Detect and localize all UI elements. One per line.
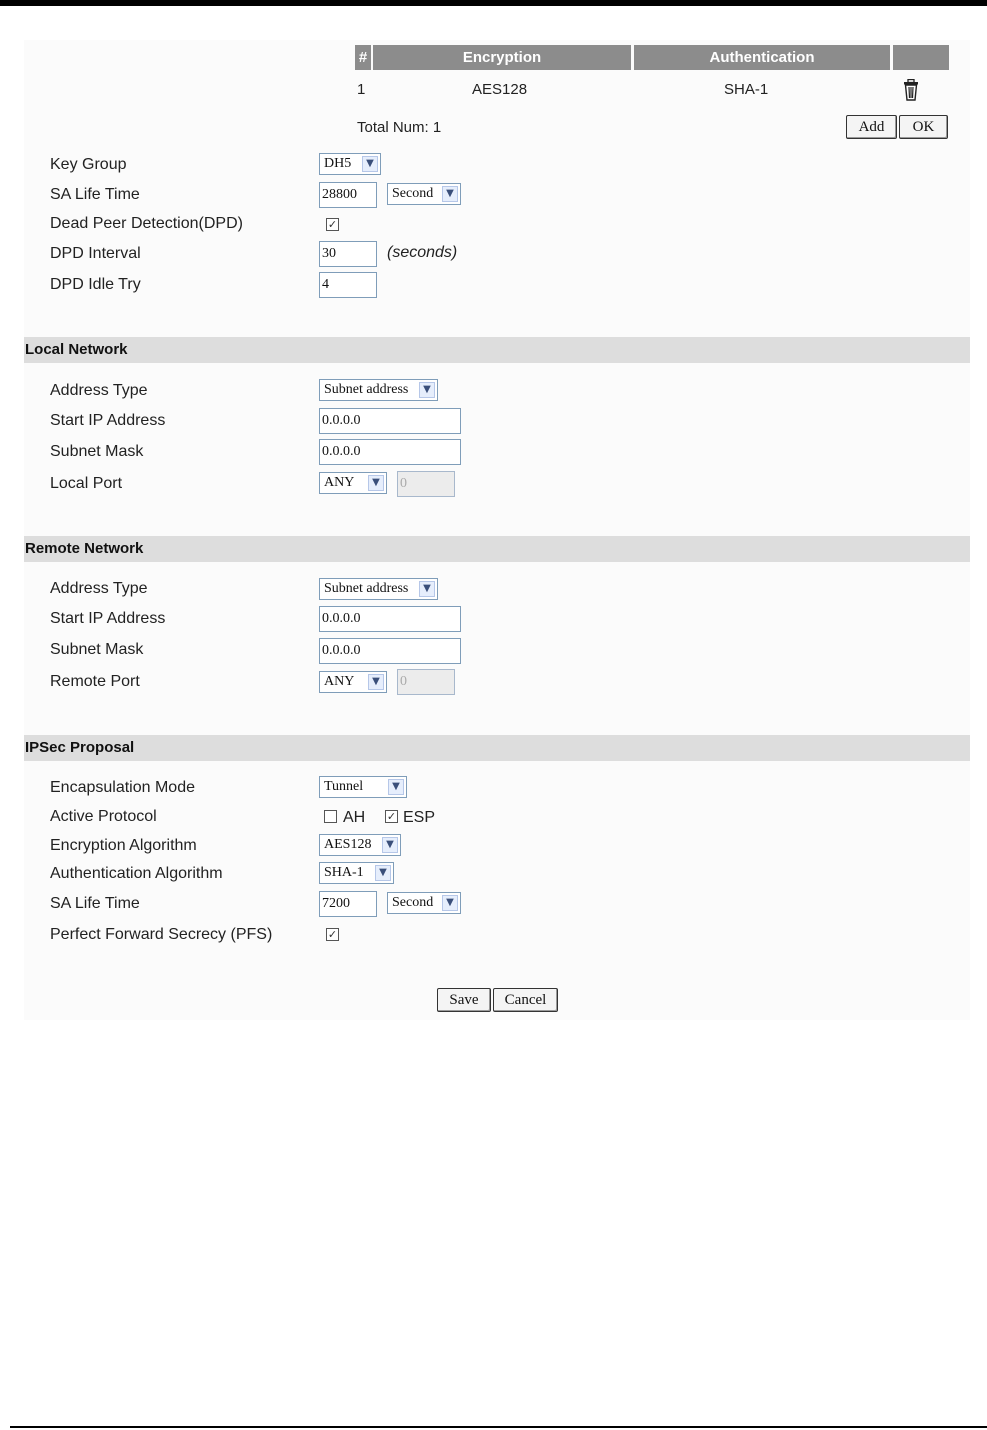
dpd-interval-unit: (seconds) xyxy=(387,244,458,261)
remote-address-type-select[interactable] xyxy=(319,578,438,600)
ipsec-sa-life-time-unit-select[interactable] xyxy=(387,892,461,914)
add-button[interactable]: Add xyxy=(846,115,897,139)
remote-subnet-mask-input[interactable]: 0.0.0.0 xyxy=(319,638,461,664)
ipsec-sa-life-time-label: SA Life Time xyxy=(50,895,140,912)
ipsec-proposal-header: IPSec Proposal xyxy=(24,735,970,761)
chevron-down-icon: ▼ xyxy=(419,581,435,597)
table-row-authentication: SHA-1 xyxy=(724,81,769,98)
ah-label: AH xyxy=(343,809,366,826)
remote-port-label: Remote Port xyxy=(50,673,140,690)
active-protocol-label: Active Protocol xyxy=(50,808,157,825)
table-header-action xyxy=(893,45,949,70)
encapsulation-mode-select[interactable] xyxy=(319,776,407,798)
local-network-header: Local Network xyxy=(24,337,970,363)
sa-life-time-input[interactable]: 28800 xyxy=(319,182,377,208)
dpd-interval-input[interactable]: 30 xyxy=(319,241,377,267)
chevron-down-icon: ▼ xyxy=(442,895,458,911)
encryption-algorithm-select[interactable] xyxy=(319,834,401,856)
ipsec-sa-life-time-input[interactable]: 7200 xyxy=(319,891,377,917)
local-subnet-mask-input[interactable]: 0.0.0.0 xyxy=(319,439,461,465)
chevron-down-icon: ▼ xyxy=(388,779,404,795)
local-address-type-label: Address Type xyxy=(50,382,148,399)
encryption-algorithm-value: AES128 xyxy=(324,837,372,852)
sa-life-time-label: SA Life Time xyxy=(50,186,140,203)
local-port-select[interactable] xyxy=(319,472,387,494)
local-address-type-value: Subnet address xyxy=(324,382,409,397)
dpd-label: Dead Peer Detection(DPD) xyxy=(50,215,243,232)
chevron-down-icon: ▼ xyxy=(362,156,378,172)
remote-port-value: ANY xyxy=(324,674,355,689)
local-address-type-select[interactable] xyxy=(319,379,438,401)
dpd-interval-label: DPD Interval xyxy=(50,245,141,262)
encapsulation-mode-label: Encapsulation Mode xyxy=(50,779,195,796)
pfs-checkbox[interactable]: ✓ xyxy=(327,928,338,941)
chevron-down-icon: ▼ xyxy=(419,382,435,398)
bottom-rule xyxy=(10,1426,987,1428)
pfs-label: Perfect Forward Secrecy (PFS) xyxy=(50,926,273,943)
dpd-idle-try-input[interactable]: 4 xyxy=(319,272,377,298)
chevron-down-icon: ▼ xyxy=(375,865,391,881)
chevron-down-icon: ▼ xyxy=(382,837,398,853)
encapsulation-mode-value: Tunnel xyxy=(324,779,364,794)
remote-start-ip-input[interactable]: 0.0.0.0 xyxy=(319,606,461,632)
esp-label: ESP xyxy=(403,809,436,826)
local-port-number-input[interactable]: 0 xyxy=(397,471,455,497)
sa-life-time-unit-select[interactable] xyxy=(387,183,461,205)
table-row-encryption: AES128 xyxy=(472,81,528,98)
key-group-value: DH5 xyxy=(324,156,352,171)
table-header-encryption: Encryption xyxy=(373,45,631,70)
local-start-ip-label: Start IP Address xyxy=(50,412,166,429)
authentication-algorithm-label: Authentication Algorithm xyxy=(50,865,223,882)
dpd-checkbox[interactable]: ✓ xyxy=(327,218,338,231)
chevron-down-icon: ▼ xyxy=(442,186,458,202)
local-port-value: ANY xyxy=(324,475,355,490)
table-header-number: # xyxy=(355,45,371,70)
remote-port-number-input[interactable]: 0 xyxy=(397,669,455,695)
key-group-select[interactable] xyxy=(319,153,381,175)
authentication-algorithm-value: SHA-1 xyxy=(324,865,364,880)
remote-start-ip-label: Start IP Address xyxy=(50,610,166,627)
table-row-number: 1 xyxy=(357,81,366,98)
local-port-label: Local Port xyxy=(50,475,123,492)
remote-port-select[interactable] xyxy=(319,671,387,693)
remote-network-header: Remote Network xyxy=(24,536,970,562)
cancel-button[interactable]: Cancel xyxy=(493,988,558,1012)
dpd-idle-try-label: DPD Idle Try xyxy=(50,276,141,293)
sa-life-time-unit-value: Second xyxy=(392,186,434,201)
ok-button[interactable]: OK xyxy=(899,115,948,139)
authentication-algorithm-select[interactable] xyxy=(319,862,394,884)
local-subnet-mask-label: Subnet Mask xyxy=(50,443,144,460)
table-header-authentication: Authentication xyxy=(634,45,890,70)
trash-icon[interactable] xyxy=(903,79,919,101)
remote-subnet-mask-label: Subnet Mask xyxy=(50,641,144,658)
local-start-ip-input[interactable]: 0.0.0.0 xyxy=(319,408,461,434)
save-button[interactable]: Save xyxy=(437,988,491,1012)
key-group-label: Key Group xyxy=(50,156,127,173)
total-num: Total Num: 1 xyxy=(357,119,442,136)
remote-address-type-value: Subnet address xyxy=(324,581,409,596)
esp-checkbox[interactable]: ✓ xyxy=(386,810,397,823)
chevron-down-icon: ▼ xyxy=(368,674,384,690)
encryption-algorithm-label: Encryption Algorithm xyxy=(50,837,197,854)
top-rule xyxy=(0,0,987,6)
ah-checkbox[interactable] xyxy=(324,810,337,823)
ipsec-sa-life-time-unit-value: Second xyxy=(392,895,434,910)
remote-address-type-label: Address Type xyxy=(50,580,148,597)
chevron-down-icon: ▼ xyxy=(368,475,384,491)
